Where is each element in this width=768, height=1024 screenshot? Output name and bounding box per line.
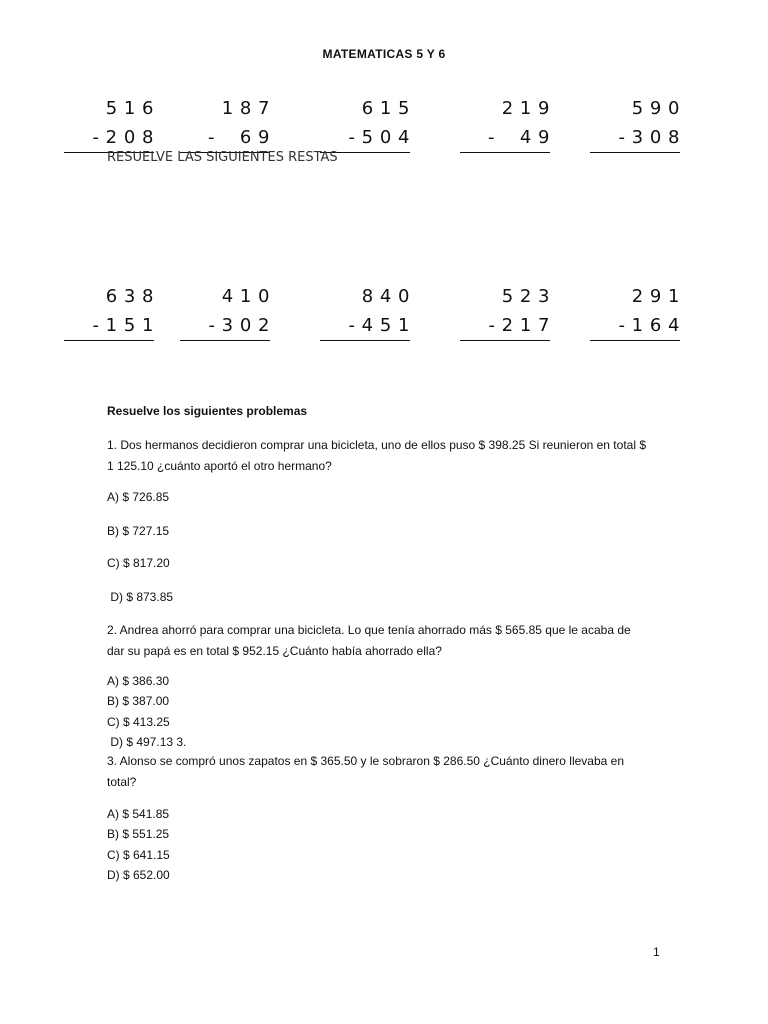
subtrahend: - 6 9 <box>207 127 270 148</box>
result-line <box>180 340 270 341</box>
subtrahend: - 1 6 4 <box>618 315 680 336</box>
page-title: MATEMATICAS 5 Y 6 <box>322 47 446 61</box>
minuend: 5 2 3 <box>501 286 550 307</box>
problem-1-option-a: A) $ 726.85 <box>107 490 170 504</box>
result-line <box>320 340 410 341</box>
problem-1-option-b: B) $ 727.15 <box>107 524 170 538</box>
problem-3-text: 3. Alonso se compró unos zapatos en $ 365.50 y le sobraron $ 286.50 ¿Cuánto dinero llevaba en total? <box>107 754 625 789</box>
subtrahend: - 2 0 8 <box>92 127 154 148</box>
problem-3-option-d: D) $ 652.00 <box>107 868 170 882</box>
minuend: 6 3 8 <box>105 286 154 307</box>
subtraction-problem <box>320 263 410 336</box>
problem-2-option-a: A) $ 386.30 <box>107 674 170 688</box>
subtraction-problem <box>590 75 680 148</box>
minuend: 4 1 0 <box>221 286 270 307</box>
subtraction-problem <box>460 75 550 148</box>
subtraction-problem <box>180 263 270 336</box>
subtrahend: - 4 9 <box>487 127 550 148</box>
page-number: 1 <box>653 945 660 959</box>
problem-1-option-c: C) $ 817.20 <box>107 556 170 570</box>
subtrahend: - 3 0 8 <box>618 127 680 148</box>
minuend: 5 9 0 <box>631 98 680 119</box>
result-line <box>460 340 550 341</box>
subtrahend: - 3 0 2 <box>208 315 270 336</box>
result-line <box>590 152 680 153</box>
subtraction-problem <box>64 263 154 336</box>
minuend: 6 1 5 <box>361 98 410 119</box>
problem-1-option-d: D) $ 873.85 <box>107 590 174 604</box>
minuend: 2 9 1 <box>631 286 680 307</box>
result-line <box>64 340 154 341</box>
result-line <box>590 340 680 341</box>
minuend: 5 1 6 <box>105 98 154 119</box>
problem-3-option-a: A) $ 541.85 <box>107 807 170 821</box>
subtraction-problem <box>460 263 550 336</box>
minuend: 2 1 9 <box>501 98 550 119</box>
subtrahend: - 5 0 4 <box>348 127 410 148</box>
subtraction-problem <box>320 75 410 148</box>
problem-3-option-b: B) $ 551.25 <box>107 827 170 841</box>
result-line <box>460 152 550 153</box>
instruction-text: RESUELVE LAS SIGUIENTES RESTAS <box>107 150 338 165</box>
problem-2-text: 2. Andrea ahorró para comprar una bicicleta. Lo que tenía ahorrado más $ 565.85 que le acaba de dar su papá es en total $ 952.15 ¿Cuánto había ahorrado ella? <box>107 623 631 658</box>
subtrahend: - 2 1 7 <box>488 315 550 336</box>
problem-2-option-d: D) $ 497.13 3. <box>107 735 187 749</box>
subtraction-problem <box>590 263 680 336</box>
minuend: 8 4 0 <box>361 286 410 307</box>
problem-2-option-b: B) $ 387.00 <box>107 694 170 708</box>
subtraction-problem <box>180 75 270 148</box>
subtrahend: - 4 5 1 <box>348 315 410 336</box>
problem-2-option-c: C) $ 413.25 <box>107 715 170 729</box>
problem-1-text: 1. Dos hermanos decidieron comprar una bicicleta, uno de ellos puso $ 398.25 Si reunieron en total $ 1 125.10 ¿cuánto aportó el otro hermano? <box>107 438 646 473</box>
minuend: 1 8 7 <box>221 98 270 119</box>
subtrahend: - 1 5 1 <box>92 315 154 336</box>
subtraction-problem <box>64 75 154 148</box>
problems-heading: Resuelve los siguientes problemas <box>107 404 308 418</box>
problem-3-option-c: C) $ 641.15 <box>107 848 170 862</box>
